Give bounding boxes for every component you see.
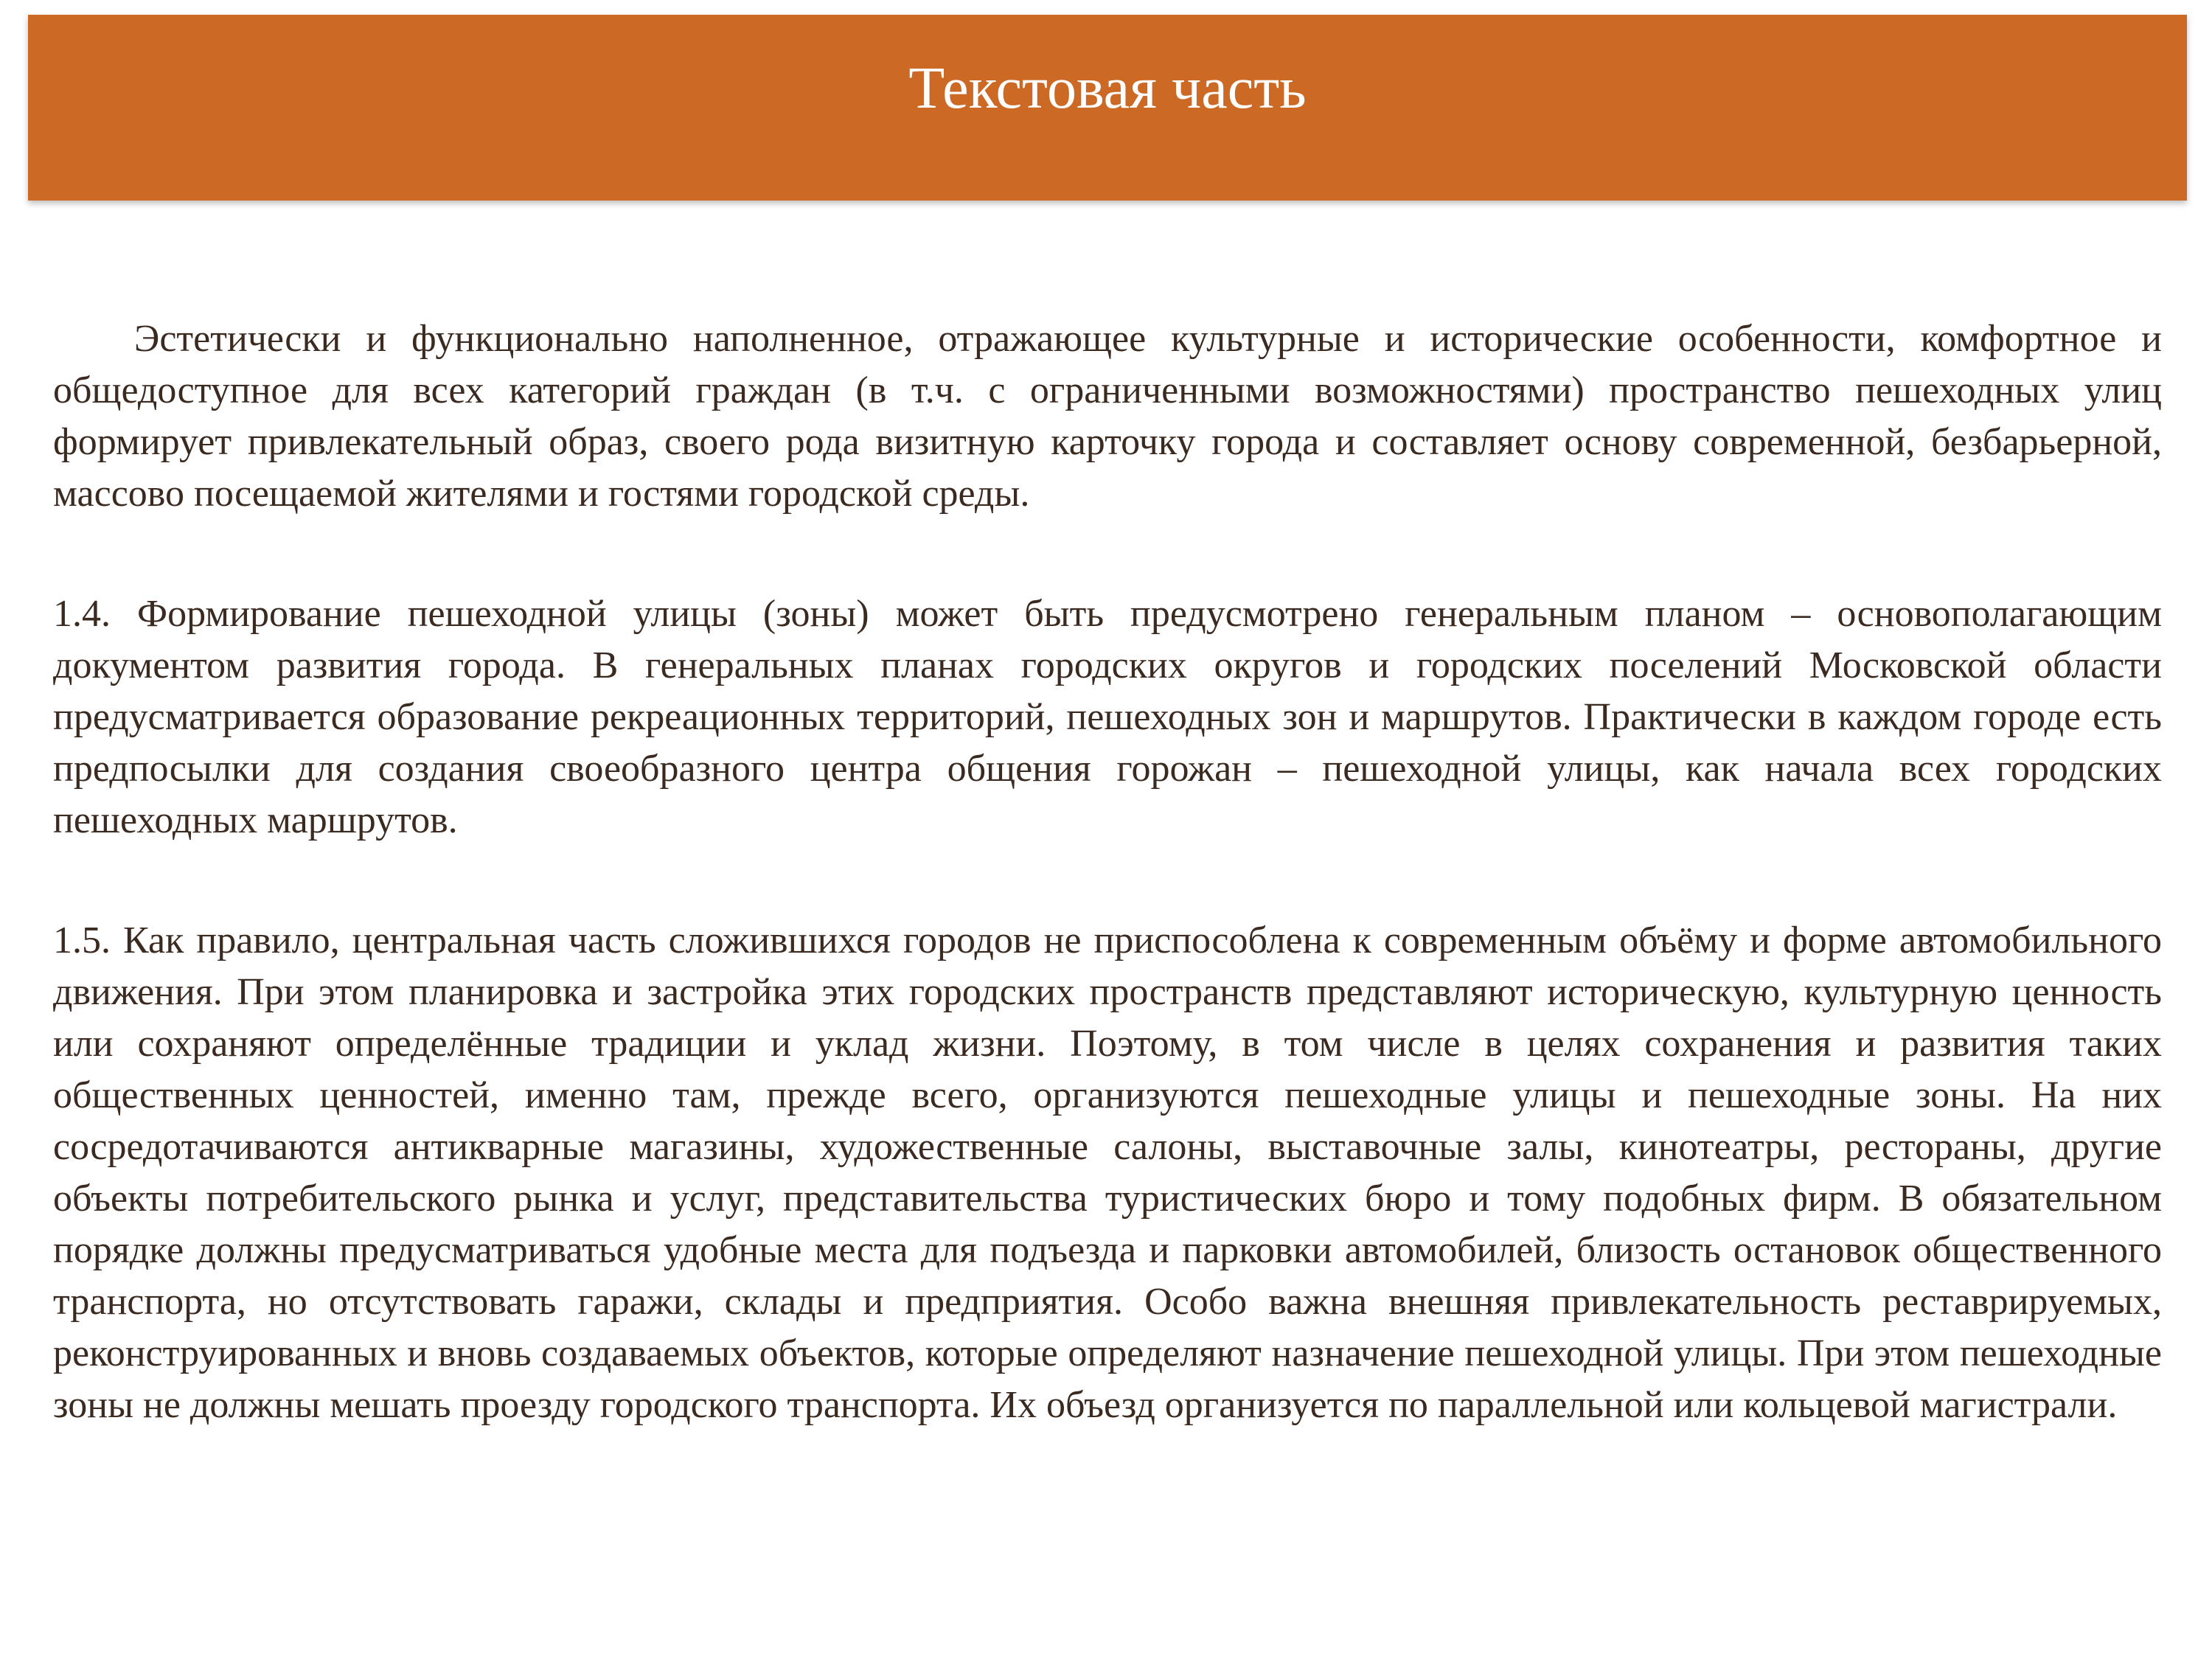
paragraph-1-4: 1.4. Формирование пешеходной улицы (зоны) может быть предусмотрено генеральным планом – основополагающим документом развития города. В генеральных планах городских округов и городских поселений Московской области предусматривается образование рекреационных территорий, пешеходных зон и маршрутов. Практически в каждом городе есть предпосылки для создания своеобразного центра общения горожан – пешеходной улицы, как начала всех городских пешеходных маршрутов. xyxy=(53,593,2162,841)
paragraph-1-5: 1.5. Как правило, центральная часть сложившихся городов не приспособлена к современным объёму и форме автомобильного движения. При этом планировка и застройка этих городских пространств представляют историческую, культурную ценность или сохраняют определённые традиции и уклад жизни. Поэтому, в том числе в целях сохранения и развития таких общественных ценностей, именно там, прежде всего, организуются пешеходные улицы и пешеходные зоны. На них сосредотачиваются антикварные магазины, художественные салоны, выставочные залы, кинотеатры, рестораны, другие объекты потребительского рынка и услуг, представительства туристических бюро и тому подобных фирм. В обязательном порядке должны предусматриваться удобные места для подъезда и парковки автомобилей, близость остановок общественного транспорта, но отсутствовать гаражи, склады и предприятия. Особо важна внешняя привлекательность реставрируемых, реконструированных и вновь создаваемых объектов, которые определяют назначение пешеходной улицы. При этом пешеходные зоны не должны мешать проезду городского транспорта. Их объезд организуется по параллельной или кольцевой магистрали. xyxy=(53,919,2162,1426)
paragraph-intro: Эстетически и функционально наполненное, отражающее культурные и исторические особенности, комфортное и общедоступное для всех категорий граждан (в т.ч. с ограниченными возможностями) пространство пешеходных улиц формирует привлекательный образ, своего рода визитную карточку города и составляет основу современной, безбарьерной, массово посещаемой жителями и гостями городской среды. xyxy=(53,318,2162,515)
slide-title: Текстовая часть xyxy=(908,56,1307,121)
slide-body xyxy=(53,313,2162,1431)
slide-header xyxy=(28,15,2187,201)
